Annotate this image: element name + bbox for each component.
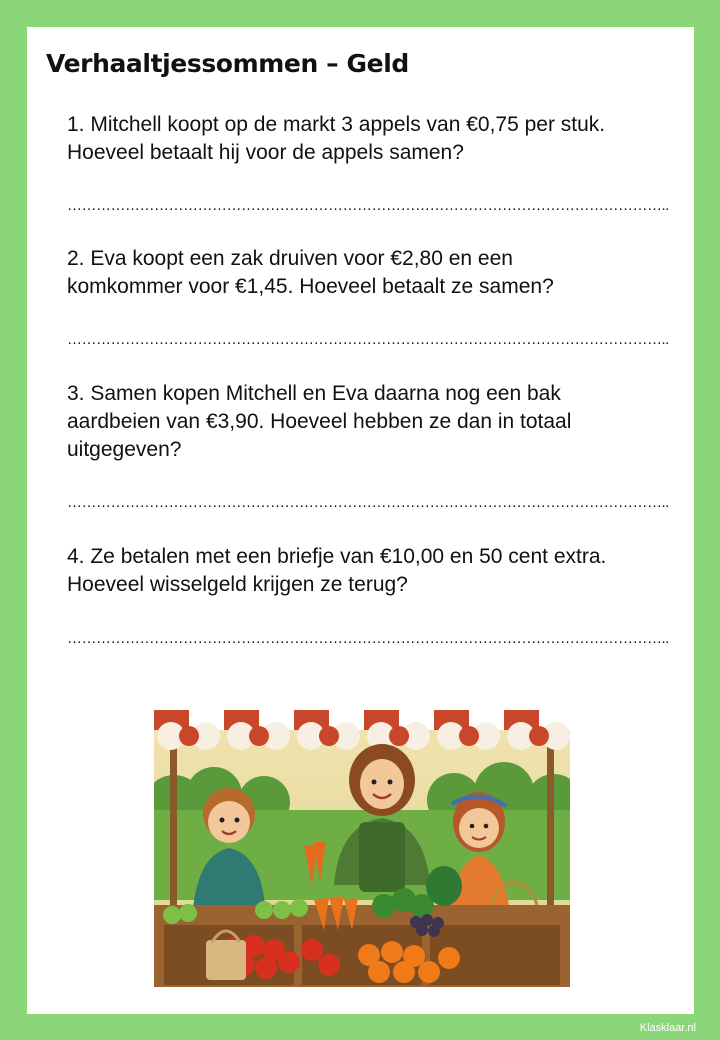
answer-line-1: …………………………………………………………………………………………………………….. xyxy=(67,197,669,214)
question-3: 3. Samen kopen Mitchell en Eva daarna nog een bak aardbeien van €3,90. Hoeveel hebben ze dan in totaal uitgegeven? xyxy=(67,382,572,461)
answer-line-4: …………………………………………………………………………………………………………….. xyxy=(67,630,669,647)
worksheet-page xyxy=(27,27,694,1014)
answer-line-2: …………………………………………………………………………………………………………….. xyxy=(67,331,669,348)
market-stall-illustration xyxy=(154,710,570,987)
question-4: 4. Ze betalen met een briefje van €10,00 en 50 cent extra. Hoeveel wisselgeld krijgen ze terug? xyxy=(67,545,607,596)
answer-line-3: …………………………………………………………………………………………………………….. xyxy=(67,494,669,511)
brand-footer: Klasklaar.nl xyxy=(639,1022,696,1034)
question-1: 1. Mitchell koopt op de markt 3 appels van €0,75 per stuk. Hoeveel betaalt hij voor de appels samen? xyxy=(67,113,606,164)
question-2: 2. Eva koopt een zak druiven voor €2,80 en een komkommer voor €1,45. Hoeveel betaalt ze samen? xyxy=(67,247,554,298)
worksheet-title: Verhaaltjessommen – Geld xyxy=(46,49,409,78)
